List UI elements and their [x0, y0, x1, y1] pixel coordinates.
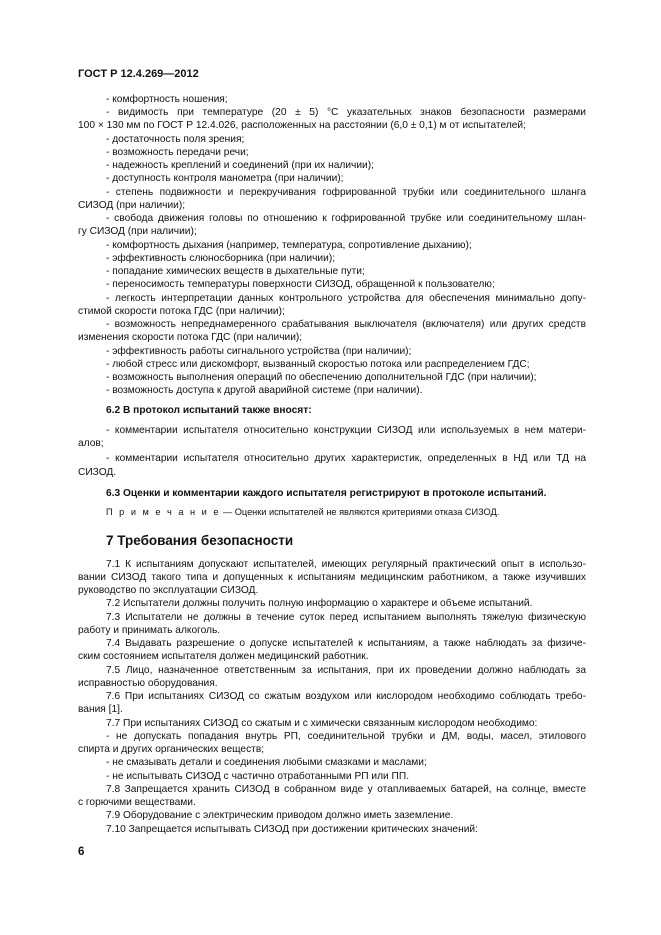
paragraph-line: 7.4 Выдавать разрешение о допуске испытателей к испытаниям, а также наблюдать за физиче-: [106, 638, 586, 649]
paragraph-line: 7.2 Испытатели должны получить полную информацию о характере и объеме испытаний.: [106, 598, 533, 609]
list-item: - легкость интерпретации данных контрольного устройства для обеспечения минимально допу-: [106, 293, 586, 304]
list-item: - надежность креплений и соединений (при их наличии);: [106, 160, 374, 171]
list-item: - доступность контроля манометра (при наличии);: [106, 173, 344, 184]
note: [78, 506, 586, 519]
list-item: - попадание химических веществ в дыхательные пути;: [106, 266, 365, 277]
paragraph-line: вании СИЗОД такого типа и допущенных к испытаниям медицинским работником, а также изучивших: [78, 572, 586, 583]
list-item-cont: стимой скорости потока ГДС (при наличии);: [78, 306, 285, 317]
list-item: - возможность передачи речи;: [106, 147, 249, 158]
list-item: - не смазывать детали и соединения любыми смазками и маслами;: [106, 757, 427, 768]
section-6-2-heading: 6.2 В протокол испытаний также вносят:: [106, 405, 312, 416]
paragraph-line: работу и принимать алкоголь.: [78, 625, 221, 636]
note-label: П р и м е ч а н и е: [106, 507, 221, 517]
list-item-cont: алов;: [78, 438, 104, 449]
list-item-cont: 100 × 130 мм по ГОСТ Р 12.4.026, расположенных на расстоянии (6,0 ± 0,1) м от испытателей;: [78, 120, 526, 131]
list-item: - эффективность слюносборника (при наличии);: [106, 253, 336, 264]
list-item: - возможность доступа к другой аварийной системе (при наличии).: [106, 385, 423, 396]
list-item-cont: спирта и других органических веществ;: [78, 744, 265, 755]
paragraph-line: руководство по эксплуатации СИЗОД.: [78, 585, 259, 596]
paragraph-line: 7.10 Запрещается испытывать СИЗОД при достижении критических значений:: [106, 824, 478, 835]
list-item: - любой стресс или дискомфорт, вызванный скоростью потока или распределением ГДС;: [106, 359, 530, 370]
note-text: — Оценки испытателей не являются критериями отказа СИЗОД.: [220, 507, 500, 517]
list-item: - не испытывать СИЗОД с частично отработанными РП или ПП.: [106, 771, 410, 782]
list-item: - переносимость температуры поверхности СИЗОД, обращенной к пользователю;: [106, 279, 495, 290]
paragraph-line: 7.1 К испытаниям допускают испытателей, имеющих регулярный практический опыт в использо-: [106, 559, 586, 570]
list-item: - не допускать попадания внутрь РП, соединительной трубки и ДМ, воды, масел, этилового: [106, 731, 586, 742]
paragraph-line: 7.6 При испытаниях СИЗОД со сжатым воздухом или кислородом необходимо соблюдать требо-: [106, 691, 586, 702]
list-item: - свобода движения головы по отношению к гофрированной трубке или соединительному шлан-: [106, 213, 586, 224]
list-item: - комфортность ношения;: [106, 94, 228, 105]
paragraph-line: 7.3 Испытатели не должны в течение суток перед испытанием выполнять тяжелую физическую: [106, 612, 586, 623]
list-item: - возможность непреднамеренного срабатывания выключателя (включателя) или других средств: [106, 319, 586, 330]
page-number: 6: [78, 846, 85, 858]
list-item: - достаточность поля зрения;: [106, 134, 245, 145]
paragraph-line: 7.7 При испытаниях СИЗОД со сжатым и с химически связанным кислородом необходимо:: [106, 718, 538, 729]
paragraph-line: исправностью оборудования.: [78, 678, 218, 689]
list-item-cont: изменения скорости потока ГДС (при наличии);: [78, 332, 303, 343]
list-item: - возможность выполнения операций по обеспечению дополнительной ГДС (при наличии);: [106, 372, 537, 383]
list-item: - видимость при температуре (20 ± 5) °С указательных знаков безопасности размерами: [106, 107, 586, 118]
list-item: - комментарии испытателя относительно других характеристик, определенных в НД или ТД на: [106, 453, 586, 464]
paragraph-line: 7.9 Оборудование с электрическим приводом должно иметь заземление.: [106, 810, 454, 821]
document-header: ГОСТ Р 12.4.269—2012: [78, 68, 199, 80]
paragraph-line: ским состоянием испытателя должен медицинский работник.: [78, 651, 369, 662]
list-item-cont: СИЗОД.: [78, 467, 117, 478]
paragraph-line: с горючими веществами.: [78, 797, 196, 808]
section-6-3-text: 6.3 Оценки и комментарии каждого испытателя регистрируют в протоколе испытаний.: [106, 488, 547, 499]
paragraph-line: 7.8 Запрещается хранить СИЗОД в собранном виде у отапливаемых батарей, на солнце, вместе: [106, 784, 586, 795]
paragraph-line: 7.5 Лицо, назначенное ответственным за испытания, при их проведении должно наблюдать за: [106, 665, 586, 676]
list-item: - комфортность дыхания (например, температура, сопротивление дыханию);: [106, 240, 472, 251]
list-item-cont: СИЗОД (при наличии);: [78, 200, 186, 211]
list-item: - комментарии испытателя относительно конструкции СИЗОД или используемых в нем матери-: [106, 425, 586, 436]
section-7-title: 7 Требования безопасности: [106, 533, 294, 548]
list-item: - эффективность работы сигнального устройства (при наличии);: [106, 346, 412, 357]
list-item-cont: гу СИЗОД (при наличии);: [78, 226, 197, 237]
list-item: - степень подвижности и перекручивания гофрированной трубки или соединительного шланга: [106, 187, 586, 198]
paragraph-line: вания [1].: [78, 704, 123, 715]
